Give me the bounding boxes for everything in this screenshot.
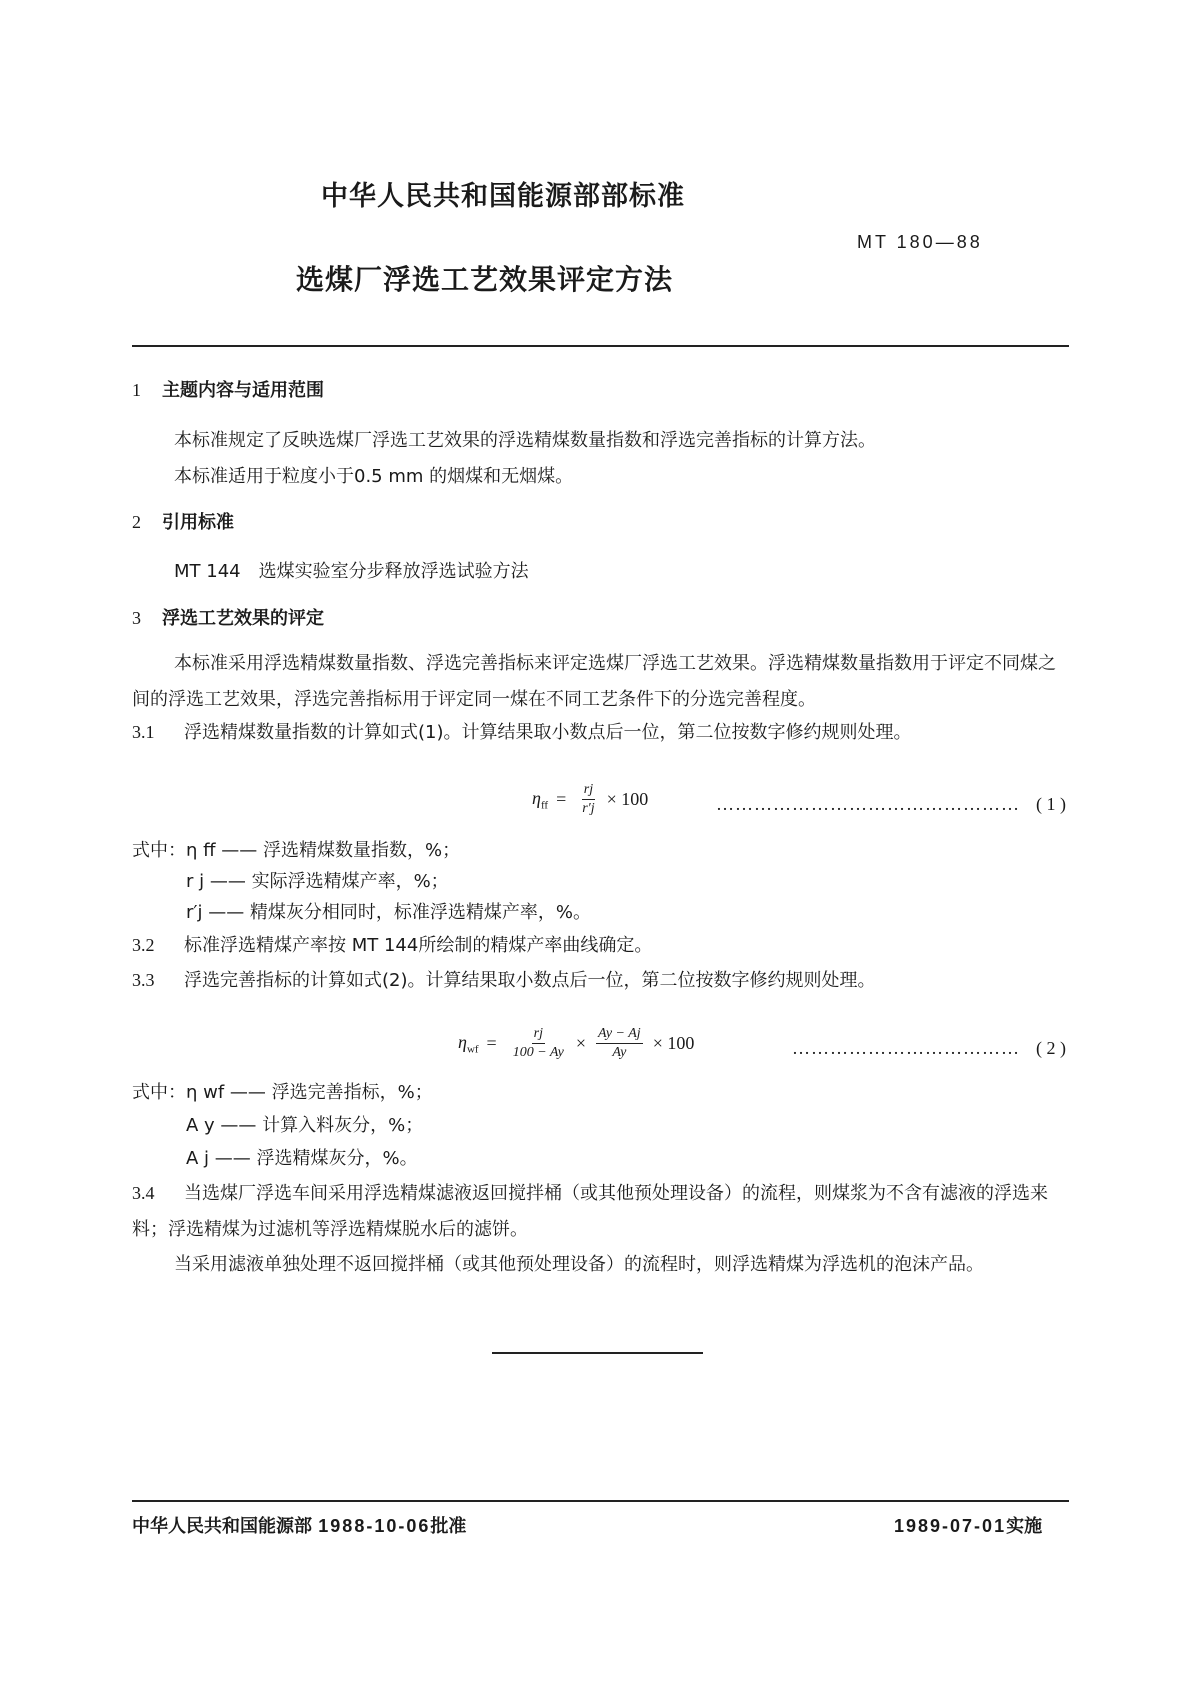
section-number: 3 — [132, 608, 141, 628]
end-rule — [492, 1352, 703, 1354]
effective-suffix: 实施 — [1006, 1516, 1043, 1537]
multiply-100: × 100 — [652, 1033, 695, 1053]
section-3-intro: 本标准采用浮选精煤数量指数、浮选完善指标来评定选煤厂浮选工艺效果。浮选精煤数量指数用于评定不同煤之间的浮选工艺效果，浮选完善指标用于评定同一煤在不同工艺条件下的分选完善程度。 — [132, 653, 1056, 710]
approval-suffix: 批准 — [430, 1516, 467, 1537]
where-prefix: 式中： — [132, 1082, 186, 1103]
clause-number: 3.3 — [132, 970, 155, 990]
multiply-100: × 100 — [606, 789, 649, 809]
approval-date: 1988-10-06 — [318, 1516, 431, 1536]
section-1-paragraph-1: 本标准规定了反映选煤厂浮选工艺效果的浮选精煤数量指数和浮选完善指标的计算方法。 — [174, 430, 876, 451]
section-1-paragraph-2: 本标准适用于粒度小于0.5 mm 的烟煤和无烟煤。 — [174, 466, 574, 487]
clause-3-2 — [132, 931, 652, 957]
section-1-heading — [132, 376, 324, 402]
fraction-numerator: Ay − Aj — [596, 1026, 643, 1044]
footer-rule — [132, 1500, 1069, 1502]
section-number: 2 — [132, 512, 141, 532]
formula-2 — [458, 1026, 694, 1061]
where-line: r j —— 实际浮选精煤产率，%； — [186, 871, 449, 892]
top-rule — [132, 345, 1069, 347]
footer-effective — [894, 1512, 1042, 1538]
section-title: 主题内容与适用范围 — [162, 380, 324, 401]
where-line: A j —— 浮选精煤灰分，%。 — [186, 1148, 418, 1169]
standard-code: MT 180—88 — [857, 232, 983, 252]
clause-3-4 — [132, 1175, 1069, 1248]
equals-sign: = — [486, 1033, 497, 1053]
fraction-numerator: rj — [582, 782, 595, 800]
where-prefix: 式中： — [132, 840, 186, 861]
standard-org-heading: 中华人民共和国能源部部标准 — [321, 181, 685, 212]
where-line: η wf —— 浮选完善指标，%； — [186, 1082, 433, 1103]
section-2-heading — [132, 508, 234, 534]
fraction — [511, 1026, 566, 1061]
where-line: r′j —— 精煤灰分相同时，标准浮选精煤产率，%。 — [186, 902, 592, 923]
clause-3-3 — [132, 966, 876, 992]
clause-3-1 — [132, 718, 912, 744]
clause-3-4-paragraph-2: 当采用滤液单独处理不返回搅拌桶（或其他预处理设备）的流程时，则浮选精煤为浮选机的泡沫产品。 — [174, 1254, 984, 1275]
formula-lhs: $\eta_{ff}$ — [532, 787, 549, 812]
section-title: 引用标准 — [162, 512, 234, 533]
fraction-numerator: rj — [532, 1026, 545, 1044]
clause-text: 浮选精煤数量指数的计算如式(1)。计算结果取小数点后一位，第二位按数字修约规则处理。 — [184, 722, 912, 743]
where-line: A y —— 计算入料灰分，%； — [186, 1115, 424, 1136]
reference-standard: MT 144 选煤实验室分步释放浮选试验方法 — [174, 561, 529, 582]
multiply-sign: × — [575, 1033, 587, 1053]
fraction-denominator: Ay — [612, 1045, 627, 1060]
clause-text: 浮选完善指标的计算如式(2)。计算结果取小数点后一位，第二位按数字修约规则处理。 — [184, 970, 876, 991]
document-title: 选煤厂浮选工艺效果评定方法 — [296, 263, 674, 296]
section-3-heading — [132, 604, 324, 630]
leader-dots: ………………………………………… — [716, 794, 1020, 814]
equals-sign: = — [556, 789, 567, 809]
formula-2-label: ( 2 ) — [1036, 1038, 1066, 1058]
formula-1 — [532, 782, 648, 817]
clause-text: 标准浮选精煤产率按 MT 144所绘制的精煤产率曲线确定。 — [184, 935, 653, 956]
approval-org: 中华人民共和国能源部 — [132, 1516, 312, 1537]
clause-text: 当选煤厂浮选车间采用浮选精煤滤液返回搅拌桶（或其他预处理设备）的流程，则煤浆为不含有滤液的浮选来料；浮选精煤为过滤机等浮选精煤脱水后的滤饼。 — [132, 1183, 1048, 1240]
formula-1-label: ( 1 ) — [1036, 794, 1066, 814]
leader-dots: ……………………………… — [792, 1038, 1020, 1058]
where-line: η ff —— 浮选精煤数量指数，%； — [186, 840, 461, 861]
formula-lhs: $\eta_{wf}$ — [458, 1031, 479, 1056]
clause-number: 3.1 — [132, 722, 155, 742]
clause-number: 3.4 — [132, 1183, 155, 1203]
fraction-denominator: 100 − Ay — [512, 1045, 564, 1060]
effective-date: 1989-07-01 — [894, 1516, 1007, 1536]
fraction — [580, 782, 596, 817]
fraction — [596, 1026, 643, 1061]
fraction-denominator: r′j — [582, 801, 595, 816]
section-number: 1 — [132, 380, 141, 400]
clause-number: 3.2 — [132, 935, 155, 955]
section-title: 浮选工艺效果的评定 — [162, 608, 324, 629]
footer-approval — [132, 1512, 466, 1538]
